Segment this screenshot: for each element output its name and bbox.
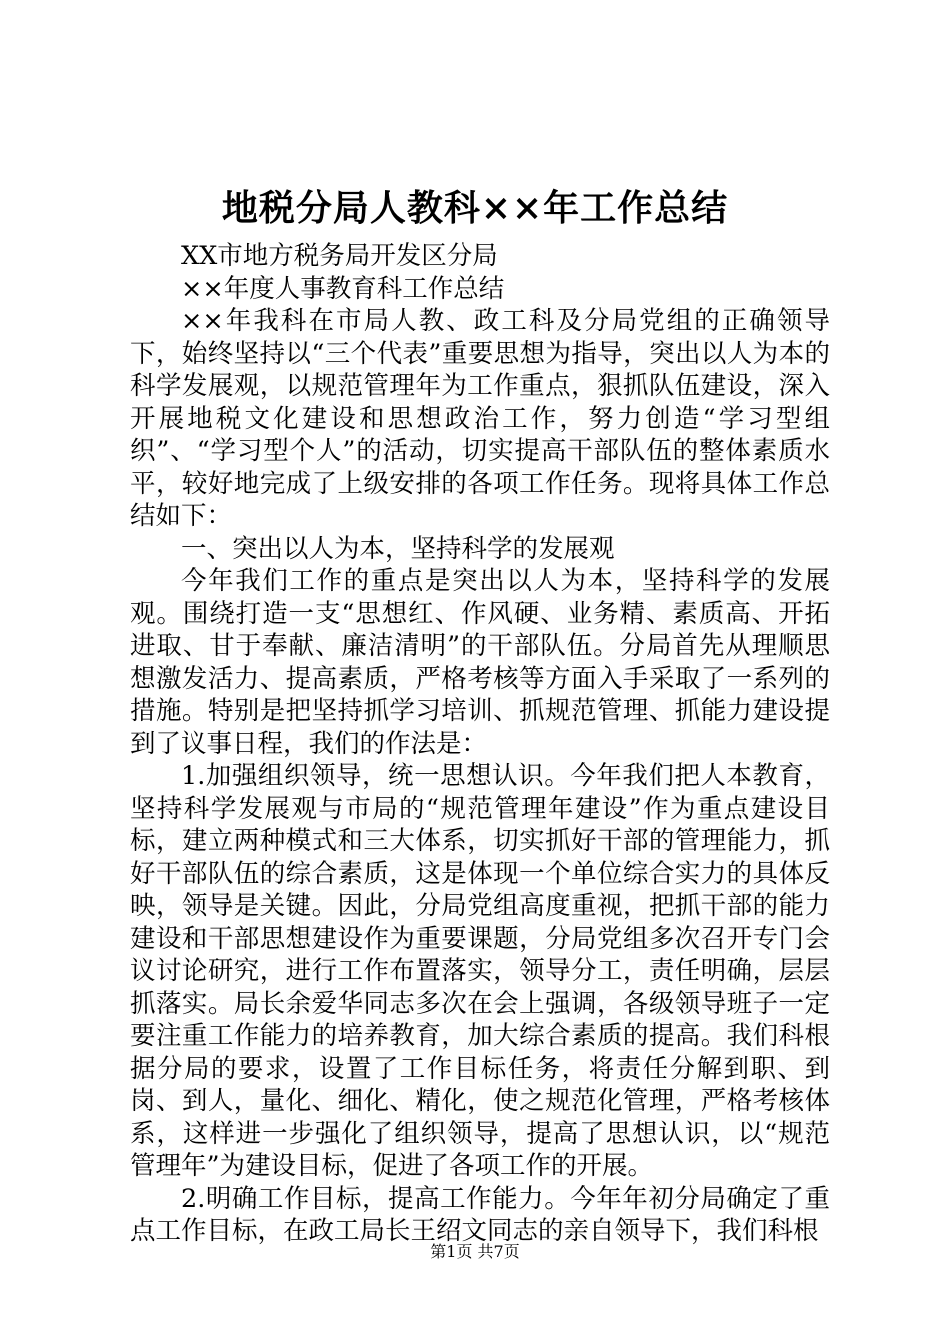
document-body — [130, 240, 830, 1248]
page-footer: 第1页 共7页 — [430, 1242, 520, 1261]
paragraph-subtitle: ××年度人事教育科工作总结 — [181, 273, 505, 304]
paragraph-bureau-name: XX市地方税务局开发区分局 — [181, 241, 498, 271]
paragraph-item-2: 2.明确工作目标，提高工作能力。今年年初分局确定了重点工作目标，在政工局长王绍文同志的亲自领导下，我们科根 — [130, 1183, 830, 1246]
paragraph-item-1: 1.加强组织领导，统一思想认识。今年我们把人本教育，坚持科学发展观与市局的“规范管理年建设”作为重点建设目标，建立两种模式和三大体系，切实抓好干部的管理能力，抓好干部队伍的综合素质，这是体现一个单位综合实力的具体反映，领导是关键。因此，分局党组高度重视，把抓干部的能力建设和干部思想建设作为重要课题，分局党组多次召开专门会议讨论研究，进行工作布置落实，领导分工，责任明确，层层抓落实。局长余爱华同志多次在会上强调，各级领导班子一定要注重工作能力的培养教育，加大综合素质的提高。我们科根据分局的要求，设置了工作目标任务，将责任分解到职、到岗、到人，量化、细化、精化，使之规范化管理，严格考核体系，这样进一步强化了组织领导，提高了思想认识，以“规范管理年”为建设目标，促进了各项工作的开展。 — [130, 761, 830, 1181]
section-heading-1: 一、突出以人为本，坚持科学的发展观 — [181, 533, 615, 564]
paragraph-intro: ××年我科在市局人教、政工科及分局党组的正确领导下，始终坚持以“三个代表”重要思想为指导，突出以人为本的科学发展观，以规范管理年为工作重点，狠抓队伍建设，深入开展地税文化建设和思想政治工作，努力创造“学习型组织”、“学习型个人”的活动，切实提高干部队伍的整体素质水平，较好地完成了上级安排的各项工作任务。现将具体工作总结如下： — [130, 306, 830, 531]
paragraph-section-1: 今年我们工作的重点是突出以人为本，坚持科学的发展观。围绕打造一支“思想红、作风硬、业务精、素质高、开拓进取、甘于奉献、廉洁清明”的干部队伍。分局首先从理顺思想激发活力、提高素质，严格考核等方面入手采取了一系列的措施。特别是把坚持抓学习培训、抓规范管理、抓能力建设提到了议事日程，我们的作法是： — [130, 566, 830, 759]
document-title: 地税分局人教科××年工作总结 — [221, 187, 729, 229]
